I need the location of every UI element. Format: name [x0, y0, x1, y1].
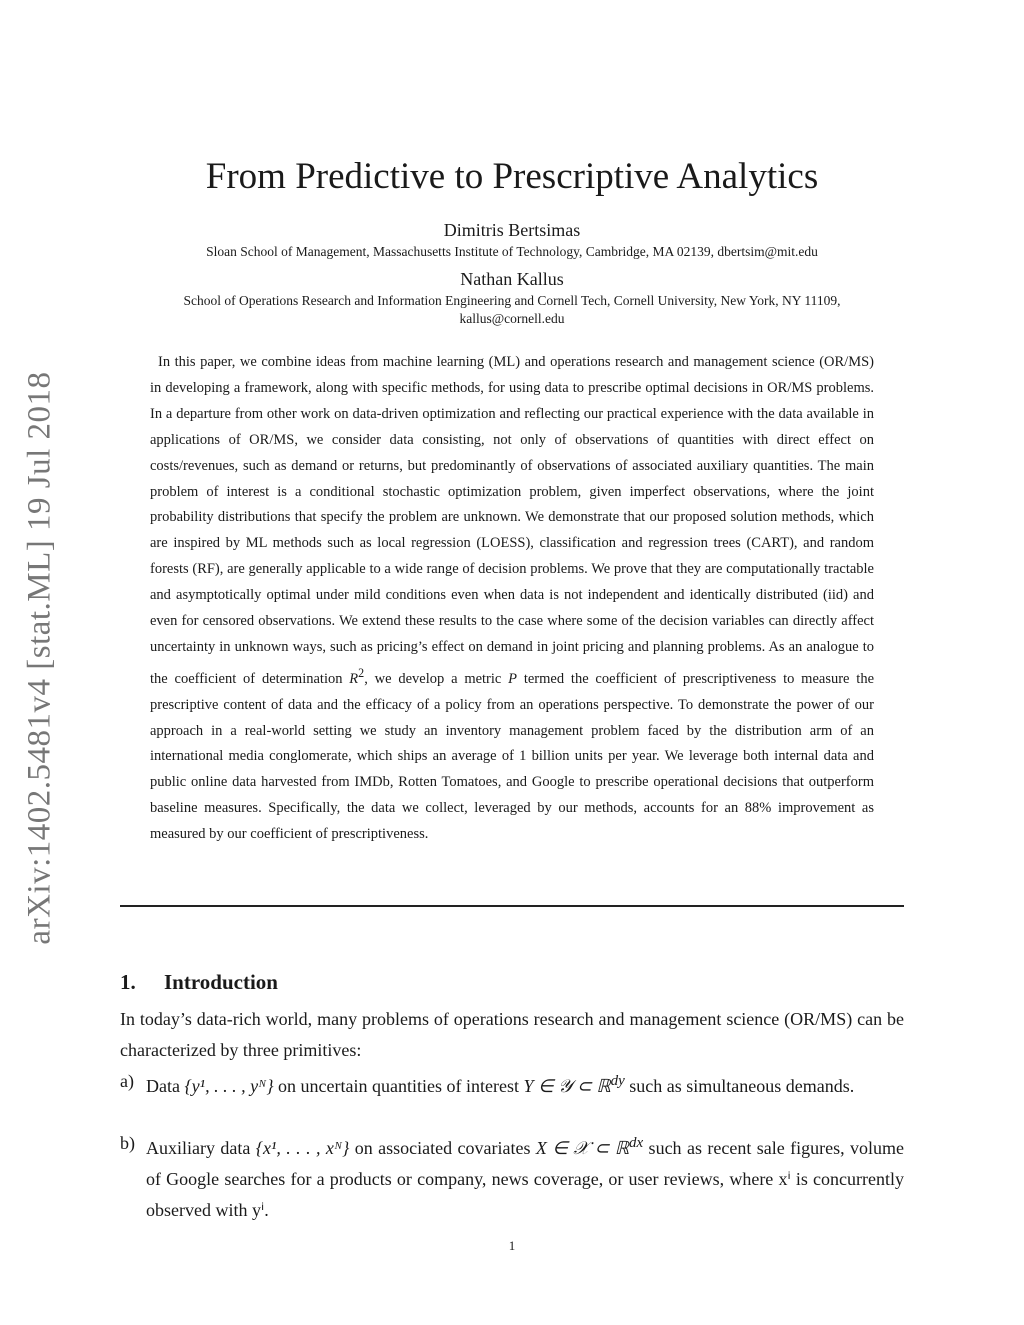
paper-title: From Predictive to Prescriptive Analytics [205, 156, 819, 197]
section-title: Introduction [164, 970, 278, 994]
list-math: {x¹, . . . , xᴺ} [255, 1138, 350, 1158]
list-math: {y¹, . . . , yᴺ} [184, 1076, 274, 1096]
abstract-text-2: , we develop a metric [364, 670, 509, 687]
list-text: such as recent sale figures, volume of Google searches for a products or company, news coverage, or user reviews, where xⁱ is concurrently observed with yⁱ. [146, 1138, 904, 1220]
list-text: Auxiliary data [146, 1138, 256, 1158]
list-item [120, 1066, 904, 1102]
abstract-divider [120, 905, 904, 907]
author-email-2: kallus@cornell.edu [459, 311, 565, 326]
p-symbol: P [508, 670, 518, 687]
r-squared-symbol: R [349, 670, 359, 687]
page-number: 1 [508, 1238, 516, 1253]
r-squared-exponent: 2 [358, 665, 365, 680]
section-heading [120, 970, 278, 995]
list-text: on uncertain quantities of interest [273, 1076, 524, 1096]
author-affiliation-1: Sloan School of Management, Massachusetts Institute of Technology, Cambridge, MA 02139, dbertsim@mit.edu [206, 244, 818, 259]
list-marker: a) [120, 1071, 134, 1091]
list-math-superscript: dx [628, 1135, 644, 1151]
abstract-text-1: In this paper, we combine ideas from machine learning (ML) and operations research and management science (OR/MS) in developing a framework, along with specific methods, for using data to prescribe optimal decisions in OR/MS problems. In a departure from other work on data-driven optimization and reflecting our practical experience with the data available in applications of OR/MS, we consider data consisting, not only of observations of quantities with direct effect on costs/revenues, such as demand or returns, but predominantly of observations of associated auxiliary quantities. The main problem of interest is a conditional stochastic optimization problem, given imperfect observations, where the joint probability distributions that specify the problem are unknown. We demonstrate that our proposed solution methods, which are inspired by ML methods such as local regression (LOESS), classification and regression trees (CART), and random forests (RF), are generally applicable to a wide range of decision problems. We prove that they are computationally tractable and asymptotically optimal under mild conditions even when data is not independent and identically distributed (iid) and even for censored observations. We extend these results to the case where some of the decision variables can directly affect uncertainty in unknown ways, such as pricing’s effect on demand in joint pricing and planning problems. As an analogue to the coefficient of determination [150, 354, 874, 687]
list-math-superscript: dy [610, 1073, 625, 1089]
list-text: such as simultaneous demands. [624, 1076, 855, 1096]
list-text: on associated covariates [349, 1138, 536, 1158]
list-math: Y ∈ 𝒴 ⊂ ℝ [523, 1076, 611, 1096]
author-name-1: Dimitris Bertsimas [443, 220, 581, 240]
list-math: X ∈ 𝒳 ⊂ ℝ [535, 1138, 629, 1158]
author-name-2: Nathan Kallus [460, 269, 564, 289]
list-text: Data [146, 1076, 185, 1096]
author-affiliation-2: School of Operations Research and Information Engineering and Cornell Tech, Cornell University, New York, NY 11109, [183, 293, 841, 308]
list-item [120, 1128, 904, 1226]
arxiv-identifier: arXiv:1402.5481v4 [stat.ML] 19 Jul 2018 [21, 371, 58, 945]
section-number: 1. [120, 970, 136, 994]
abstract-text-3: termed the coefficient of prescriptiveness to measure the prescriptive content of data and the efficacy of a policy from an operations perspective. To demonstrate the power of our approach in a real-world setting we study an inventory management problem faced by the distribution arm of an international media conglomerate, which ships an average of 1 billion units per year. We leverage both internal data and public online data harvested from IMDb, Rotten Tomatoes, and Google to prescribe operational decisions that outperform baseline measures. Specifically, the data we collect, leveraged by our methods, accounts for an 88% improvement as measured by our coefficient of prescriptiveness. [150, 670, 875, 843]
abstract [150, 350, 874, 848]
list-marker: b) [120, 1133, 135, 1153]
intro-paragraph: In today’s data-rich world, many problems of operations research and management science (OR/MS) can be characterized by three primitives: [120, 1009, 904, 1060]
